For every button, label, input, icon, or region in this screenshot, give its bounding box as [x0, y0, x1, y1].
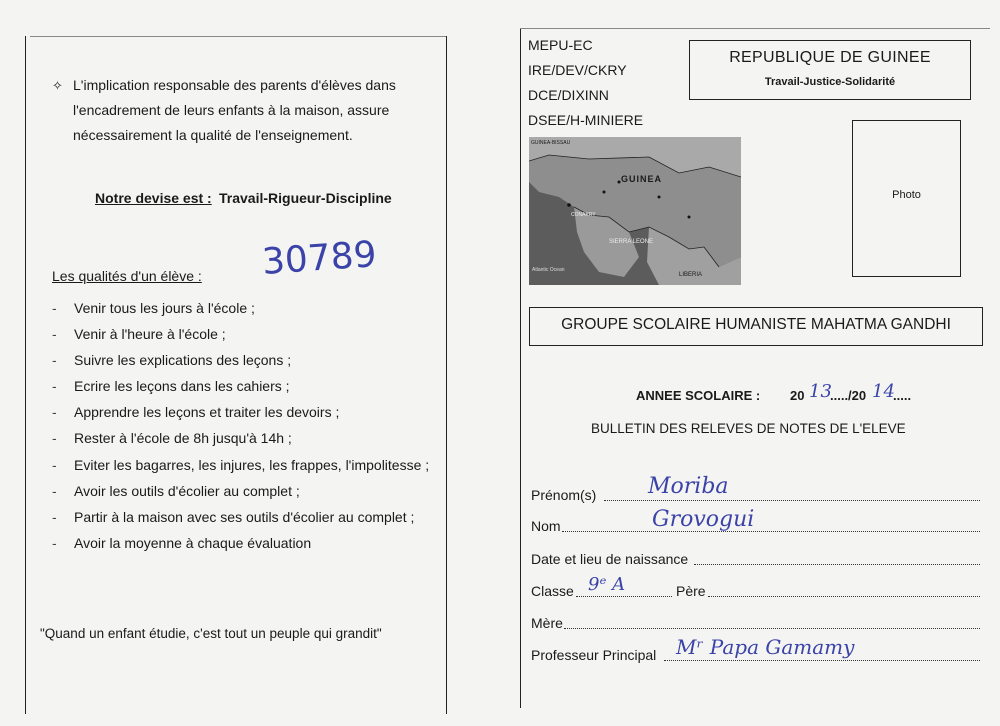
list-item: - Apprendre les leçons et traiter les devoirs ; [52, 404, 429, 430]
ministry-line-3: DCE/DIXINN [528, 87, 609, 103]
list-item: - Suivre les explications des leçons ; [52, 352, 429, 378]
ministry-line-2: IRE/DEV/CKRY [528, 62, 627, 78]
year-prefix-1: 20 [790, 388, 805, 403]
map-label-ocean: Atlantic Ocean [532, 267, 565, 273]
left-border-right [446, 36, 447, 714]
naissance-dots [694, 564, 980, 565]
ministry-line-4: DSEE/H-MINIERE [528, 112, 644, 128]
year-hand-2: 14 [872, 381, 895, 402]
right-border-top [520, 28, 990, 29]
bulletin-title: BULLETIN DES RELEVES DE NOTES DE L'ELEVE [591, 421, 906, 436]
motto-label: Notre devise est : [95, 190, 212, 206]
prof-label: Professeur Principal [531, 647, 657, 663]
mere-label: Mère [531, 615, 563, 631]
list-item: - Venir tous les jours à l'école ; [52, 300, 429, 326]
year-suffix: ..... [893, 388, 912, 403]
nom-value: Grovogui [652, 507, 755, 532]
list-item: - Avoir la moyenne à chaque évaluation [52, 535, 429, 561]
quote: "Quand un enfant étudie, c'est tout un peuple qui grandit" [40, 626, 382, 641]
guinea-map [529, 137, 741, 285]
prenom-label: Prénom(s) [531, 487, 597, 503]
ministry-line-1: MEPU-EC [528, 37, 593, 53]
intro-line-2: l'encadrement de leurs enfants à la maison, assure [73, 102, 390, 118]
map-label-sierra-leone: SIERRA LEONE [609, 239, 654, 245]
map-label-conakry: CONAKRY [571, 212, 596, 218]
map-label-guinea: GUINEA [621, 174, 663, 184]
list-item: - Avoir les outils d'écolier au complet ; [52, 483, 429, 509]
pere-dots [708, 596, 980, 597]
classe-value: 9ᵉ A [588, 574, 626, 595]
classe-dots [576, 596, 672, 597]
map-label-bissau: GUINEA-BISSAU [531, 140, 571, 146]
intro-bullet-icon: ✧ [52, 78, 63, 93]
year-label: ANNEE SCOLAIRE : [636, 388, 761, 403]
motto-value: Travail-Rigueur-Discipline [219, 190, 392, 206]
map-graphic [529, 137, 741, 285]
school-name-box [529, 307, 983, 346]
qualities-title: Les qualités d'un élève : [52, 268, 202, 284]
intro-line-3: nécessairement la qualité de l'enseignement. [73, 127, 353, 143]
prof-dots [664, 660, 980, 661]
republic-motto: Travail-Justice-Solidarité [764, 76, 896, 88]
handwritten-number: 30789 [260, 234, 378, 283]
list-item: - Eviter les bagarres, les injures, les frappes, l'impolitesse ; [52, 457, 429, 483]
nom-label: Nom [531, 518, 561, 534]
year-sep: ...../20 [830, 388, 867, 403]
classe-label: Classe [531, 583, 574, 599]
map-label-liberia: LIBERIA [679, 272, 703, 278]
list-item: - Partir à la maison avec ses outils d'écolier au complet ; [52, 509, 429, 535]
nom-dots [562, 531, 980, 532]
photo-label: Photo [892, 189, 921, 201]
prenom-value: Moriba [648, 474, 729, 499]
mere-dots [564, 628, 980, 629]
prof-value: Mʳ Papa Gamamy [676, 635, 855, 659]
photo-box [852, 120, 961, 277]
republic-title: REPUBLIQUE DE GUINEE [729, 49, 931, 66]
qualities-list [52, 300, 429, 561]
list-item: - Ecrire les leçons dans les cahiers ; [52, 378, 429, 404]
naissance-label: Date et lieu de naissance [531, 551, 689, 567]
republic-box [689, 40, 971, 100]
intro-line-1: L'implication responsable des parents d'élèves dans [73, 77, 396, 93]
list-item: - Rester à l'école de 8h jusqu'à 14h ; [52, 430, 429, 456]
left-border-top [30, 36, 446, 37]
right-border-left [520, 28, 521, 708]
prenom-dots [604, 500, 980, 501]
year-hand-1: 13 [809, 381, 832, 402]
left-border-left [25, 36, 26, 714]
school-name: GROUPE SCOLAIRE HUMANISTE MAHATMA GANDHI [561, 316, 951, 333]
list-item: - Venir à l'heure à l'école ; [52, 326, 429, 352]
pere-label: Père [676, 583, 706, 599]
